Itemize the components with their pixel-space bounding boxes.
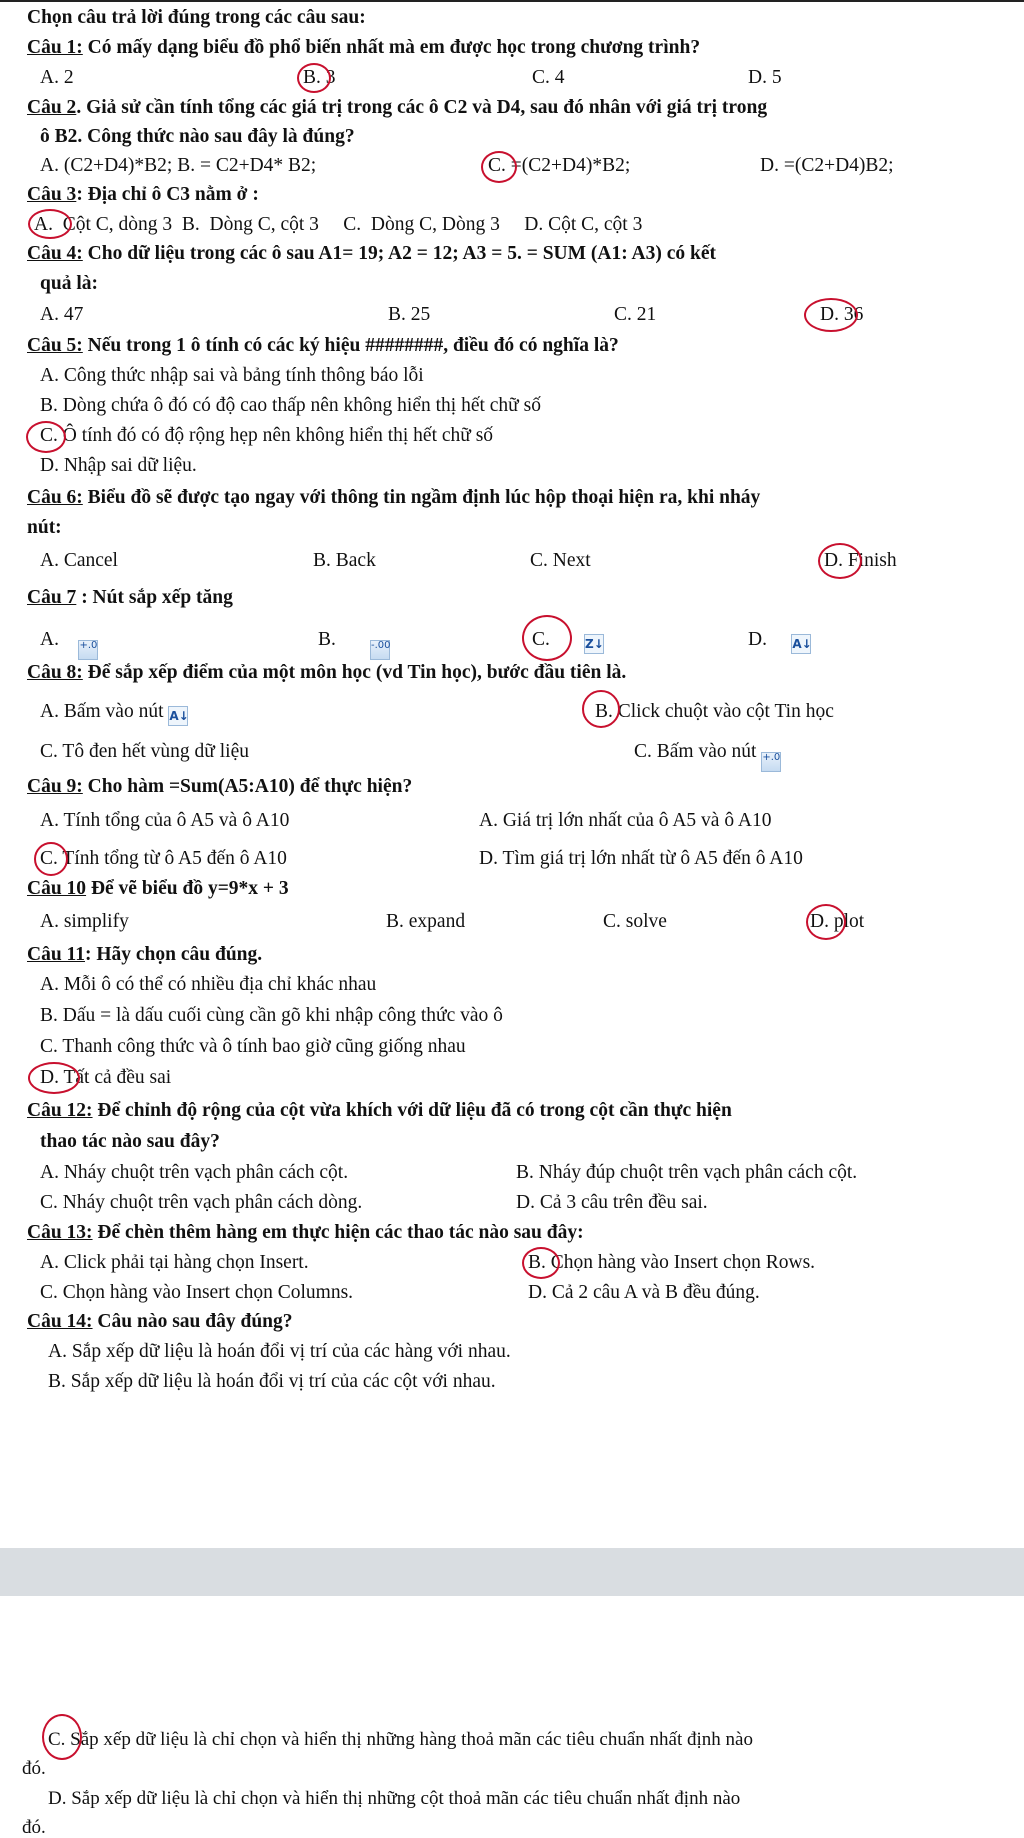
question-label: Câu 7 <box>27 587 77 608</box>
question-1 <box>27 38 700 58</box>
question-9 <box>27 777 412 797</box>
question-2-cont: ô B2. Công thức nào sau đây là đúng? <box>40 126 355 147</box>
sort-ascending-icon: A↓ <box>791 634 811 654</box>
q13-option-a[interactable]: A. Click phải tại hàng chọn Insert. <box>40 1252 309 1273</box>
question-6-cont: nút: <box>27 517 62 538</box>
answer-circle <box>26 421 66 453</box>
option-letter: B. <box>318 629 336 650</box>
question-text: Cho hàm =Sum(A5:A10) để thực hiện? <box>82 776 413 797</box>
q2-option-d[interactable]: D. =(C2+D4)B2; <box>760 155 894 176</box>
q4-option-a[interactable]: A. 47 <box>40 304 84 325</box>
q6-option-c[interactable]: C. Next <box>530 550 591 571</box>
answer-circle <box>806 904 846 940</box>
answer-circle <box>804 298 858 332</box>
q11-option-d[interactable]: D. Tất cả đều sai <box>40 1067 172 1088</box>
option-letter: D. <box>748 629 767 650</box>
option-text: A. Bấm vào nút <box>40 701 164 722</box>
q14-option-d-cont: đó. <box>22 1817 46 1838</box>
question-text: : Địa chỉ ô C3 nằm ở : <box>76 184 259 205</box>
q9-option-c[interactable]: C. Tính tổng từ ô A5 đến ô A10 <box>40 848 287 869</box>
question-label: Câu 5: <box>27 335 83 356</box>
question-label: Câu 13: <box>27 1222 93 1243</box>
question-text: Nếu trong 1 ô tính có các ký hiệu ########, điều đó có nghĩa là? <box>82 335 619 356</box>
q1-option-b[interactable]: B. 3 <box>303 67 336 88</box>
q11-option-b[interactable]: B. Dấu = là dấu cuối cùng cần gõ khi nhập công thức vào ô <box>40 1005 503 1026</box>
increase-decimal-icon: +.0 <box>761 752 781 772</box>
q14-option-d[interactable]: D. Sắp xếp dữ liệu là chỉ chọn và hiển thị những cột thoả mãn các tiêu chuẩn nhất định nào <box>48 1788 741 1809</box>
question-text: Để sắp xếp điểm của một môn học (vd Tin học), bước đầu tiên là. <box>82 662 627 683</box>
answer-circle <box>28 209 72 239</box>
q10-option-a[interactable]: A. simplify <box>40 911 129 932</box>
q4-option-c[interactable]: C. 21 <box>614 304 657 325</box>
q4-option-d[interactable]: D. 36 <box>820 304 864 325</box>
question-4-cont: quả là: <box>40 273 98 294</box>
question-text: Để chỉnh độ rộng của cột vừa khích với dữ liệu đã có trong cột cần thực hiện <box>92 1100 732 1121</box>
q7-option-b[interactable] <box>318 630 390 660</box>
increase-decimal-icon: +.0 <box>78 640 98 660</box>
q7-option-d[interactable] <box>748 630 811 654</box>
q14-option-c[interactable]: C. Sắp xếp dữ liệu là chỉ chọn và hiển thị những hàng thoả mãn các tiêu chuẩn nhất định nào <box>48 1729 753 1750</box>
q1-option-c[interactable]: C. 4 <box>532 67 565 88</box>
q1-option-d[interactable]: D. 5 <box>748 67 782 88</box>
q7-option-a[interactable] <box>40 630 98 660</box>
q10-option-d[interactable]: D. plot <box>810 911 865 932</box>
q6-option-d[interactable]: D. Finish <box>824 550 897 571</box>
answer-circle <box>42 1714 82 1760</box>
question-label: Câu 14: <box>27 1311 93 1332</box>
q3-options[interactable]: A. Cột C, dòng 3 B. Dòng C, cột 3 C. Dòng C, Dòng 3 D. Cột C, cột 3 <box>34 214 643 235</box>
option-letter: A. <box>40 629 59 650</box>
q8-option-d[interactable] <box>634 742 781 772</box>
question-14 <box>27 1312 293 1332</box>
q12-option-d[interactable]: D. Cả 3 câu trên đều sai. <box>516 1192 708 1213</box>
exam-page-bottom <box>0 1596 1024 1836</box>
answer-circle <box>28 1062 80 1094</box>
answer-circle <box>522 615 572 661</box>
question-6 <box>27 488 760 508</box>
question-13 <box>27 1223 584 1243</box>
top-border <box>0 0 1024 2</box>
sort-descending-icon: Z↓ <box>584 634 604 654</box>
question-2 <box>27 98 767 118</box>
answer-circle <box>34 842 68 876</box>
q8-option-a[interactable] <box>40 702 188 726</box>
page-break-gap <box>0 1548 1024 1596</box>
q4-option-b[interactable]: B. 25 <box>388 304 431 325</box>
q2-option-ab[interactable]: A. (C2+D4)*B2; B. = C2+D4* B2; <box>40 155 317 176</box>
question-label: Câu 4: <box>27 243 83 264</box>
q8-option-c[interactable]: C. Tô đen hết vùng dữ liệu <box>40 741 249 762</box>
q8-option-b[interactable]: B. Click chuột vào cột Tin học <box>595 701 834 722</box>
question-label: Câu 9: <box>27 776 83 797</box>
q12-option-a[interactable]: A. Nháy chuột trên vạch phân cách cột. <box>40 1162 349 1183</box>
question-label: Câu 10 <box>27 878 87 899</box>
answer-circle <box>297 63 331 93</box>
question-7 <box>27 588 233 608</box>
q14-option-c-cont: đó. <box>22 1758 46 1779</box>
question-10 <box>27 879 289 899</box>
q12-option-c[interactable]: C. Nháy chuột trên vạch phân cách dòng. <box>40 1192 363 1213</box>
question-label: Câu 1: <box>27 37 83 58</box>
question-text: Cho dữ liệu trong các ô sau A1= 19; A2 = 12; A3 = 5. = SUM (A1: A3) có kết <box>82 243 716 264</box>
q5-option-c[interactable]: C. Ô tính đó có độ rộng hẹp nên không hiển thị hết chữ số <box>40 425 494 446</box>
question-5 <box>27 336 619 356</box>
q13-option-c[interactable]: C. Chọn hàng vào Insert chọn Columns. <box>40 1282 354 1303</box>
question-text: . Giả sử cần tính tổng các giá trị trong các ô C2 và D4, sau đó nhân với giá trị trong <box>76 97 768 118</box>
q6-option-b[interactable]: B. Back <box>313 550 376 571</box>
question-3 <box>27 185 259 205</box>
q11-option-a[interactable]: A. Mỗi ô có thể có nhiều địa chỉ khác nhau <box>40 974 377 995</box>
question-12-cont: thao tác nào sau đây? <box>40 1131 220 1152</box>
question-text: : Nút sắp xếp tăng <box>76 587 233 608</box>
q9-option-b[interactable]: A. Giá trị lớn nhất của ô A5 và ô A10 <box>479 810 772 831</box>
answer-circle <box>582 690 620 728</box>
answer-circle <box>481 151 517 183</box>
question-8 <box>27 663 626 683</box>
sort-ascending-icon: A↓ <box>168 706 188 726</box>
question-label: Câu 12: <box>27 1100 93 1121</box>
q6-option-a[interactable]: A. Cancel <box>40 550 118 571</box>
question-text: Biểu đồ sẽ được tạo ngay với thông tin ngầm định lúc hộp thoại hiện ra, khi nháy <box>82 487 761 508</box>
question-text: Để vẽ biểu đồ y=9*x + 3 <box>86 878 289 899</box>
q1-option-a[interactable]: A. 2 <box>40 67 74 88</box>
answer-circle <box>522 1247 560 1279</box>
question-4 <box>27 244 716 264</box>
q5-option-a[interactable]: A. Công thức nhập sai và bảng tính thông báo lỗi <box>40 365 424 386</box>
q10-option-c[interactable]: C. solve <box>603 911 667 932</box>
q13-option-d[interactable]: D. Cả 2 câu A và B đều đúng. <box>528 1282 760 1303</box>
q14-option-a[interactable]: A. Sắp xếp dữ liệu là hoán đổi vị trí của các hàng với nhau. <box>48 1341 511 1362</box>
q11-option-c[interactable]: C. Thanh công thức và ô tính bao giờ cũng giống nhau <box>40 1036 466 1057</box>
q2-option-c[interactable]: C. =(C2+D4)*B2; <box>488 155 631 176</box>
question-text: Để chèn thêm hàng em thực hiện các thao tác nào sau đây: <box>92 1222 584 1243</box>
q5-option-d[interactable]: D. Nhập sai dữ liệu. <box>40 455 197 476</box>
question-text: Câu nào sau đây đúng? <box>92 1311 293 1332</box>
question-text: : Hãy chọn câu đúng. <box>84 944 263 965</box>
decrease-decimal-icon: -.00 <box>370 640 390 660</box>
option-letter: C. <box>532 629 550 650</box>
question-label: Câu 3 <box>27 184 77 205</box>
q13-option-b[interactable]: B. Chọn hàng vào Insert chọn Rows. <box>528 1252 816 1273</box>
instructions: Chọn câu trả lời đúng trong các câu sau: <box>27 7 366 28</box>
q5-option-b[interactable]: B. Dòng chứa ô đó có độ cao thấp nên không hiển thị hết chữ số <box>40 395 541 416</box>
q9-option-d[interactable]: D. Tìm giá trị lớn nhất từ ô A5 đến ô A10 <box>479 848 803 869</box>
q10-option-b[interactable]: B. expand <box>386 911 466 932</box>
question-12 <box>27 1101 732 1121</box>
q9-option-a[interactable]: A. Tính tổng của ô A5 và ô A10 <box>40 810 290 831</box>
question-text: Có mấy dạng biểu đồ phổ biến nhất mà em được học trong chương trình? <box>82 37 701 58</box>
question-label: Câu 8: <box>27 662 83 683</box>
question-label: Câu 11 <box>27 944 85 965</box>
option-text: C. Bấm vào nút <box>634 741 757 762</box>
q14-option-b[interactable]: B. Sắp xếp dữ liệu là hoán đổi vị trí của các cột với nhau. <box>48 1371 496 1392</box>
question-11 <box>27 945 262 965</box>
answer-circle <box>818 543 862 579</box>
q12-option-b[interactable]: B. Nháy đúp chuột trên vạch phân cách cột. <box>516 1162 858 1183</box>
question-label: Câu 6: <box>27 487 83 508</box>
question-label: Câu 2 <box>27 97 77 118</box>
